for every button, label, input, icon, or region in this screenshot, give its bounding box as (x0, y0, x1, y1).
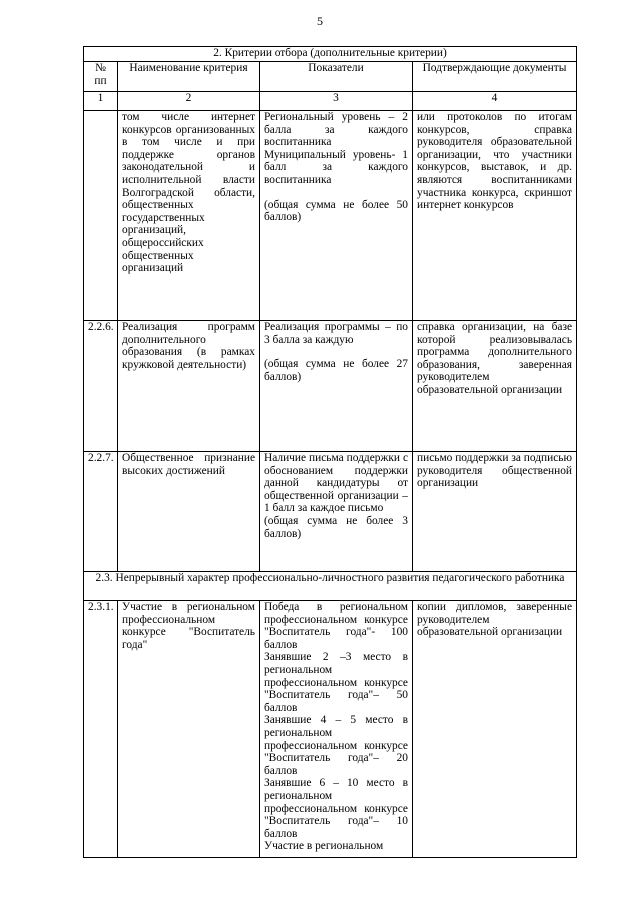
indicator-line: (общая сумма не более 3 баллов) (264, 514, 408, 540)
indicator-line: Занявшие 6 – 10 место в региональном профессиональном конкурсе "Воспитатель года"– 10 баллов (264, 777, 408, 840)
criterion-documents: письмо поддержки за подписью руководителя общественной организации (413, 452, 577, 572)
table-row (84, 321, 577, 452)
criterion-indicators (260, 452, 413, 572)
indicator-line: (общая сумма не более 27 баллов) (264, 358, 408, 383)
indicator-line: Муниципальный уровень- 1 балл за каждого воспитанника (264, 148, 408, 186)
header-documents: Подтверждающие документы (413, 62, 577, 92)
criterion-name: Реализация программ дополнительного образования (в рамках кружковой деятельности) (118, 321, 260, 452)
table-row (84, 601, 577, 858)
page-number: 5 (317, 14, 323, 28)
col-number-4: 4 (413, 92, 577, 111)
criterion-documents: копии дипломов, заверенные руководителем образовательной организации (413, 601, 577, 858)
indicator-line: Наличие письма поддержки с обоснованием поддержки данной кандидатуры от общественной организации – 1 балл за каждое письмо (264, 452, 408, 515)
column-number-row (84, 92, 577, 111)
section-2-3-title: 2.3. Непрерывный характер профессионально-личностного развития педагогического работника (84, 572, 577, 601)
table-row (84, 452, 577, 572)
criterion-indicators (260, 321, 413, 452)
header-criterion-name: Наименование критерия (118, 62, 260, 92)
criterion-name: том числе интернет конкурсов организованных в том числе и при поддержке органов законодательной и исполнительной власти Волгоградской области, общественных государственных организаций, общероссийских общественных организаций (118, 111, 260, 321)
table-row (84, 111, 577, 321)
row-number: 2.2.7. (84, 452, 118, 572)
indicator-line: Занявшие 2 –3 место в региональном профессиональном конкурсе "Воспитатель года"– 50 баллов (264, 651, 408, 714)
criterion-documents: или протоколов по итогам конкурсов, справка руководителя образовательной организации, что участники конкурсов, выставок, и др. являются воспитанниками участника конкурса, скриншот интернет конкурсов (413, 111, 577, 321)
header-number: № пп (84, 62, 118, 92)
row-number: 2.3.1. (84, 601, 118, 858)
criterion-name: Общественное признание высоких достижений (118, 452, 260, 572)
row-number: 2.2.6. (84, 321, 118, 452)
table-header-row (84, 62, 577, 92)
col-number-3: 3 (260, 92, 413, 111)
indicator-line: Региональный уровень – 2 балла за каждого воспитанника (264, 111, 408, 149)
criterion-name: Участие в региональном профессиональном конкурсе "Воспитатель года" (118, 601, 260, 858)
indicator-line: Реализация программы – по 3 балла за каждую (264, 321, 408, 346)
indicator-line: (общая сумма не более 50 баллов) (264, 198, 408, 224)
criteria-table (83, 46, 577, 858)
header-indicators: Показатели (260, 62, 413, 92)
indicator-line: Участие в региональном (264, 840, 384, 853)
criterion-indicators (260, 601, 413, 858)
criterion-indicators (260, 111, 413, 321)
col-number-1: 1 (84, 92, 118, 111)
indicator-line: Победа в региональном профессиональном конкурсе "Воспитатель года"- 100 баллов (264, 601, 408, 651)
criterion-documents: справка организации, на базе которой реализовывалась программа дополнительного образования, заверенная руководителем образовательной организации (413, 321, 577, 452)
indicator-line: Занявшие 4 – 5 место в региональном профессиональном конкурсе "Воспитатель года"– 20 баллов (264, 714, 408, 777)
section-2-title: 2. Критерии отбора (дополнительные критерии) (84, 47, 577, 62)
col-number-2: 2 (118, 92, 260, 111)
